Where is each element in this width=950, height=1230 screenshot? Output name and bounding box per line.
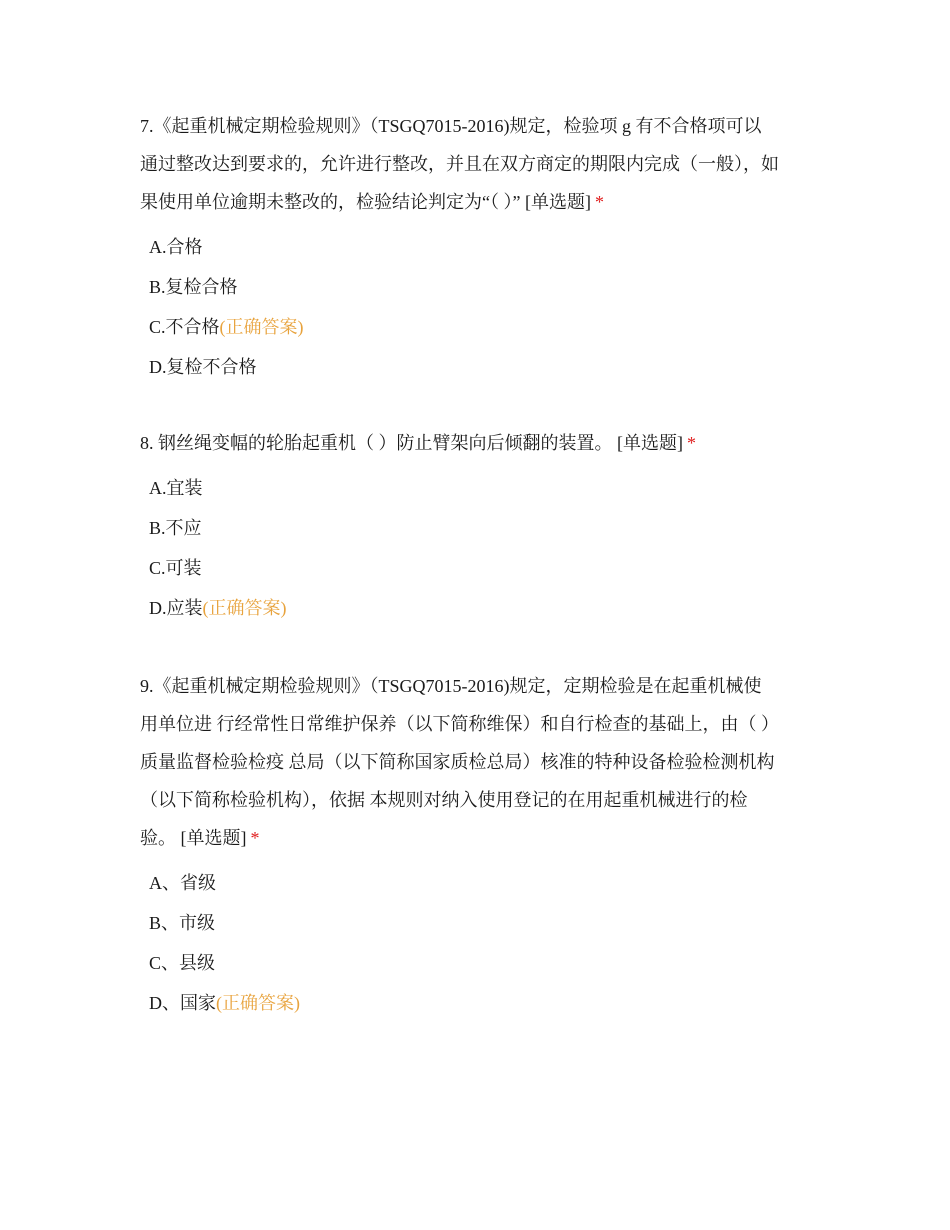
correct-answer-tag: (正确答案): [202, 598, 287, 618]
option-a[interactable]: [149, 468, 820, 508]
option-list: [140, 863, 820, 1023]
option-c[interactable]: [149, 548, 820, 588]
required-mark: *: [250, 828, 260, 848]
question-line: 质量监督检验检疫 总局（以下简称国家质检总局）核准的特种设备检验检测机构: [140, 752, 775, 772]
question-9: [140, 667, 820, 1023]
question-line: [140, 819, 820, 857]
option-b[interactable]: [149, 267, 820, 307]
question-8: [140, 424, 820, 628]
option-label: A.宜装: [149, 478, 203, 498]
option-label: B.不应: [149, 518, 202, 538]
question-line-text: 验。 [单选题]: [140, 828, 247, 848]
question-line: 7.《起重机械定期检验规则》（TSGQ7015-2016)规定，检验项 g 有不合格项可以: [140, 116, 762, 136]
option-label: C.可装: [149, 558, 202, 578]
option-label: B、市级: [149, 913, 216, 933]
option-d[interactable]: [149, 983, 820, 1023]
option-list: [140, 227, 820, 387]
required-mark: *: [687, 433, 696, 453]
question-line: [140, 424, 820, 462]
correct-answer-tag: (正确答案): [216, 993, 300, 1013]
option-a[interactable]: [149, 227, 820, 267]
question-line: [140, 183, 820, 221]
option-label: D、国家: [149, 993, 216, 1013]
question-line: （以下简称检验机构），依据 本规则对纳入使用登记的在用起重机械进行的检: [140, 790, 748, 810]
option-label: C.不合格: [149, 317, 220, 337]
question-line: 9.《起重机械定期检验规则》（TSGQ7015-2016)规定，定期检验是在起重机械使: [140, 676, 762, 696]
question-line: 用单位进 行经常性日常维护保养（以下简称维保）和自行检查的基础上，由（ ）: [140, 714, 779, 734]
question-text: [140, 667, 820, 857]
option-label: B.复检合格: [149, 277, 238, 297]
correct-answer-tag: (正确答案): [219, 317, 304, 337]
option-c[interactable]: [149, 943, 820, 983]
option-list: [140, 468, 820, 628]
question-line: 通过整改达到要求的，允许进行整改，并且在双方商定的期限内完成（一般），如: [140, 154, 779, 174]
option-c[interactable]: [149, 307, 820, 347]
option-b[interactable]: [149, 508, 820, 548]
option-label: A.合格: [149, 237, 203, 257]
option-d[interactable]: [149, 588, 820, 628]
option-a[interactable]: [149, 863, 820, 903]
question-text: [140, 107, 820, 221]
option-label: D.复检不合格: [149, 357, 257, 377]
required-mark: *: [594, 192, 604, 212]
question-line-text: 8. 钢丝绳变幅的轮胎起重机（ ）防止臂架向后倾翻的装置。 [单选题]: [140, 433, 683, 453]
option-d[interactable]: [149, 347, 820, 387]
option-b[interactable]: [149, 903, 820, 943]
question-line-text: 果使用单位逾期未整改的，检验结论判定为“（ ）” [单选题]: [140, 192, 591, 212]
question-text: [140, 424, 820, 462]
option-label: C、县级: [149, 953, 216, 973]
question-7: [140, 107, 820, 387]
option-label: D.应装: [149, 598, 203, 618]
option-label: A、省级: [149, 873, 216, 893]
